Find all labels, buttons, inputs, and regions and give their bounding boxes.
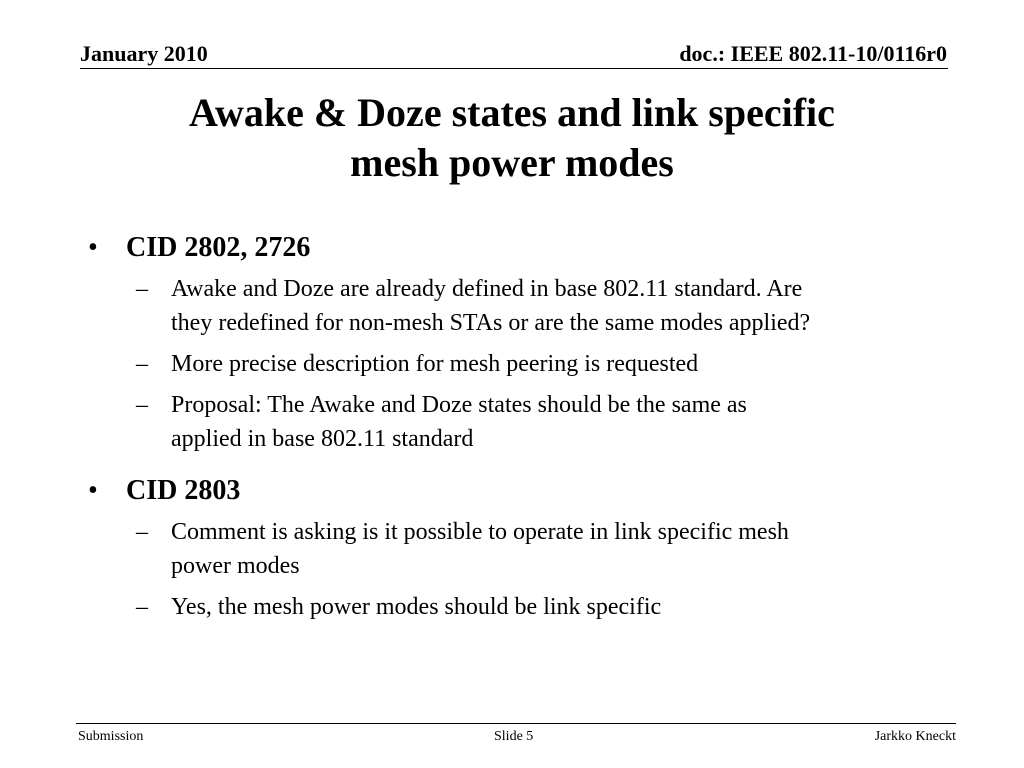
footer-author: Jarkko Kneckt — [874, 729, 956, 744]
bullet-cid-2802-2726 — [80, 228, 950, 268]
header-divider — [80, 68, 948, 69]
dash-icon: – — [136, 519, 148, 545]
footer-submission: Submission — [78, 729, 144, 744]
header-doc-id: doc.: IEEE 802.11-10/0116r0 — [679, 41, 947, 66]
dash-icon: – — [136, 392, 148, 418]
sub-bullet-line: power modes — [171, 553, 300, 579]
header-date: January 2010 — [80, 41, 208, 66]
bullet-cid-2803 — [80, 471, 950, 511]
sub-bullet-line: More precise description for mesh peering is requested — [171, 351, 699, 377]
sub-bullet-mesh-peering — [80, 347, 951, 381]
sub-bullet-line: Comment is asking is it possible to operate in link specific mesh — [171, 519, 789, 545]
sub-bullet-line: they redefined for non-mesh STAs or are the same modes applied? — [171, 310, 811, 336]
footer-divider — [76, 723, 956, 724]
sub-bullet-proposal — [80, 388, 951, 456]
footer-slide-number: Slide 5 — [494, 729, 534, 744]
sub-bullet-line: Yes, the mesh power modes should be link specific — [171, 594, 662, 620]
bullet-dot-icon: • — [88, 475, 98, 506]
sub-bullet-comment — [80, 515, 951, 583]
slide-title-line-1: Awake & Doze states and link specific — [189, 90, 835, 135]
dash-icon: – — [136, 276, 148, 302]
bullet-label: CID 2803 — [126, 475, 241, 506]
slide-body — [80, 228, 950, 631]
bullet-dot-icon: • — [88, 232, 98, 263]
dash-icon: – — [136, 351, 148, 377]
bullet-label: CID 2802, 2726 — [126, 232, 311, 263]
sub-bullet-line: applied in base 802.11 standard — [171, 426, 474, 452]
sub-bullet-answer — [80, 590, 951, 624]
sub-bullet-line: Proposal: The Awake and Doze states should be the same as — [171, 392, 747, 418]
slide-title-line-2: mesh power modes — [350, 140, 674, 185]
sub-bullet-line: Awake and Doze are already defined in base 802.11 standard. Are — [171, 276, 803, 302]
slide-title — [80, 88, 944, 188]
dash-icon: – — [136, 594, 148, 620]
sub-bullet-awake-doze-defined — [80, 272, 951, 340]
